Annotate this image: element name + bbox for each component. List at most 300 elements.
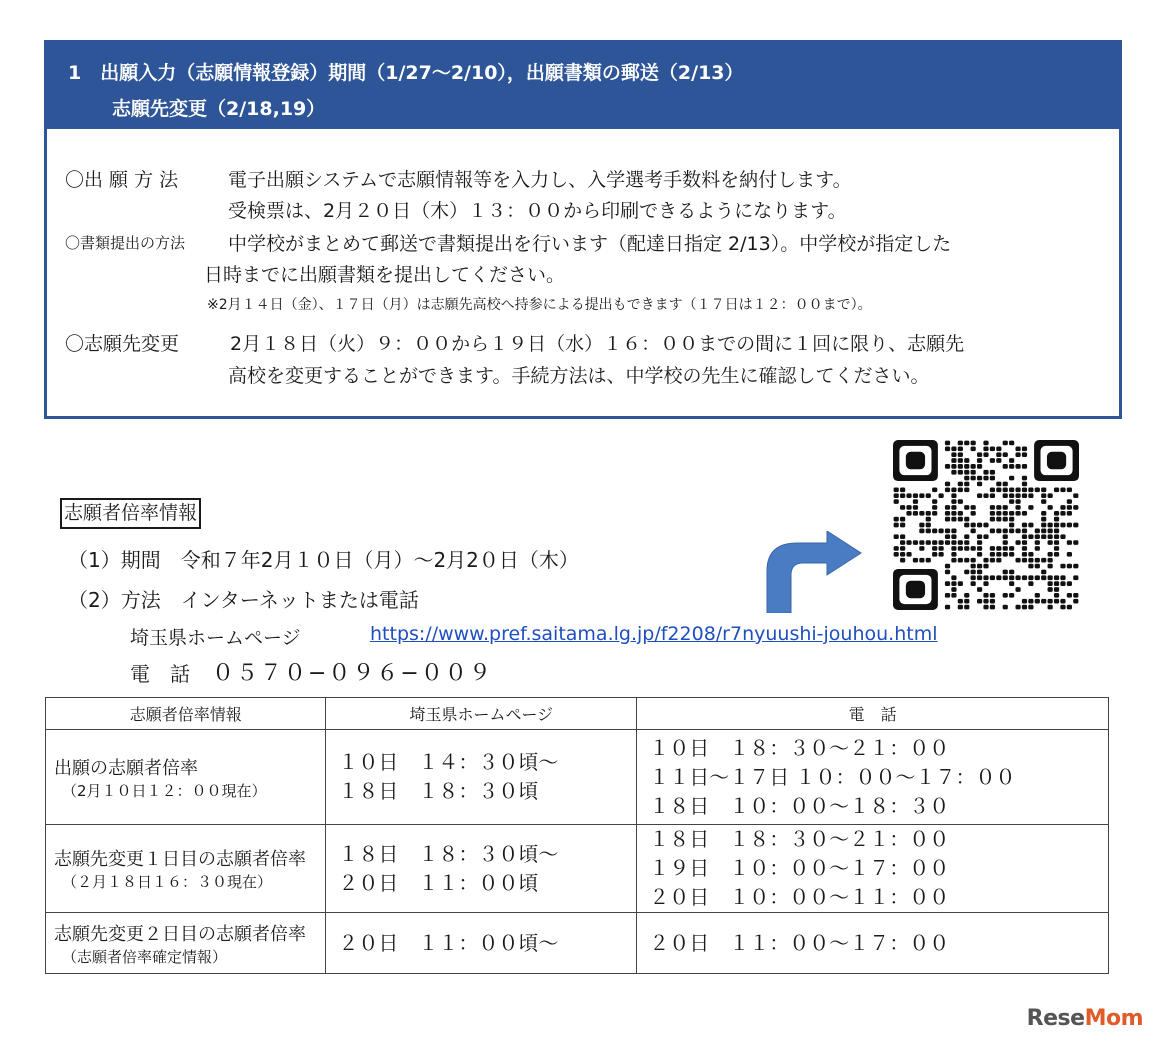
qr-module xyxy=(1060,605,1065,610)
qr-module xyxy=(900,558,905,563)
qr-module xyxy=(1015,575,1020,580)
qr-module xyxy=(1003,441,1008,446)
qr-module xyxy=(951,581,956,586)
qr-module xyxy=(977,464,982,469)
phone-time: １８日 １０：００～１８：３０ xyxy=(649,793,950,818)
qr-module xyxy=(1060,581,1065,586)
qr-module xyxy=(1009,552,1014,557)
qr-module xyxy=(964,464,969,469)
qr-module xyxy=(1022,487,1027,492)
qr-module xyxy=(1009,529,1014,534)
qr-module xyxy=(958,441,963,446)
qr-module xyxy=(1028,505,1033,510)
docs-text2: 日時までに出願書類を提出してください。 xyxy=(204,264,566,286)
qr-module xyxy=(958,446,963,451)
qr-module xyxy=(926,511,931,516)
qr-module xyxy=(958,605,963,610)
qr-module xyxy=(1073,505,1078,510)
qr-module xyxy=(938,493,943,498)
phone-time: １８日 １８：３０～２１：００ xyxy=(649,827,950,851)
docs-label: 〇書類提出の方法 xyxy=(65,234,186,252)
qr-module xyxy=(1067,552,1072,557)
qr-finder-pattern xyxy=(1047,452,1066,470)
table-row xyxy=(46,825,1109,913)
qr-module xyxy=(990,487,995,492)
qr-module xyxy=(964,534,969,539)
qr-module xyxy=(958,511,963,516)
qr-module xyxy=(1003,593,1008,598)
qr-module xyxy=(1009,499,1014,504)
row-label: 志願先変更２日目の志願者倍率 xyxy=(54,923,306,945)
qr-module xyxy=(1003,575,1008,580)
qr-module xyxy=(900,523,905,528)
qr-module xyxy=(1035,558,1040,563)
qr-module xyxy=(971,505,976,510)
qr-module xyxy=(1009,511,1014,516)
qr-module xyxy=(1003,482,1008,487)
qr-module xyxy=(1028,599,1033,604)
qr-module xyxy=(1067,564,1072,569)
qr-module xyxy=(1060,487,1065,492)
ratio-method: （2）方法 インターネットまたは電話 xyxy=(68,588,419,612)
qr-module xyxy=(990,605,995,610)
qr-module xyxy=(1035,575,1040,580)
qr-module xyxy=(913,511,918,516)
qr-module xyxy=(971,581,976,586)
qr-module xyxy=(951,487,956,492)
qr-module xyxy=(906,505,911,510)
qr-module xyxy=(932,529,937,534)
qr-module xyxy=(977,599,982,604)
qr-module xyxy=(990,599,995,604)
qr-module xyxy=(996,482,1001,487)
qr-module xyxy=(919,511,924,516)
qr-module xyxy=(983,476,988,481)
qr-module xyxy=(951,546,956,551)
qr-module xyxy=(964,546,969,551)
qr-module xyxy=(964,441,969,446)
qr-module xyxy=(1041,523,1046,528)
qr-module xyxy=(1022,575,1027,580)
qr-module xyxy=(900,552,905,557)
qr-module xyxy=(900,517,905,522)
qr-module xyxy=(983,605,988,610)
qr-module xyxy=(1015,493,1020,498)
logo-part-b: Mom xyxy=(1084,1006,1143,1031)
qr-module xyxy=(900,540,905,545)
qr-module xyxy=(932,505,937,510)
qr-module xyxy=(990,575,995,580)
qr-module xyxy=(1054,529,1059,534)
phone-cell xyxy=(637,730,1109,825)
qr-module xyxy=(1028,581,1033,586)
qr-module xyxy=(1067,581,1072,586)
qr-module xyxy=(1022,523,1027,528)
qr-module xyxy=(913,499,918,504)
phone-time: １９日 １０：００～１７：００ xyxy=(649,856,950,880)
qr-finder-pattern xyxy=(906,581,925,599)
qr-module xyxy=(1041,558,1046,563)
qr-module xyxy=(1048,493,1053,498)
qr-module xyxy=(964,517,969,522)
qr-module xyxy=(1073,599,1078,604)
qr-module xyxy=(990,552,995,557)
qr-module xyxy=(983,575,988,580)
qr-module xyxy=(894,552,899,557)
qr-module xyxy=(1054,517,1059,522)
qr-module xyxy=(951,505,956,510)
qr-module xyxy=(932,540,937,545)
qr-module xyxy=(1022,482,1027,487)
qr-module xyxy=(1015,499,1020,504)
qr-module xyxy=(951,458,956,463)
qr-module xyxy=(919,493,924,498)
qr-module xyxy=(1009,517,1014,522)
qr-module xyxy=(1028,523,1033,528)
qr-module xyxy=(990,511,995,516)
qr-module xyxy=(1015,464,1020,469)
qr-module xyxy=(983,593,988,598)
qr-module xyxy=(1054,552,1059,557)
qr-module xyxy=(990,493,995,498)
qr-module xyxy=(1009,581,1014,586)
qr-module xyxy=(945,570,950,575)
qr-module xyxy=(1060,505,1065,510)
qr-module xyxy=(1015,558,1020,563)
qr-module xyxy=(964,558,969,563)
qr-module xyxy=(1054,511,1059,516)
qr-module xyxy=(1022,493,1027,498)
qr-module xyxy=(1035,487,1040,492)
qr-module xyxy=(1060,599,1065,604)
qr-module xyxy=(1003,505,1008,510)
qr-module xyxy=(951,575,956,580)
qr-module xyxy=(945,529,950,534)
qr-module xyxy=(971,441,976,446)
row-sublabel: （2月１０日１２：００現在） xyxy=(62,781,267,800)
qr-module xyxy=(913,493,918,498)
qr-module xyxy=(1015,511,1020,516)
qr-module xyxy=(977,546,982,551)
qr-module xyxy=(964,540,969,545)
qr-module xyxy=(1073,575,1078,580)
qr-module xyxy=(1067,511,1072,516)
ratio-period: （1）期間 令和７年2月１０日（月）～2月2０日（木） xyxy=(68,548,579,572)
qr-module xyxy=(1022,605,1027,610)
qr-module xyxy=(1060,511,1065,516)
qr-module xyxy=(945,540,950,545)
qr-module xyxy=(983,452,988,457)
qr-module xyxy=(983,558,988,563)
qr-module xyxy=(1041,487,1046,492)
qr-module xyxy=(996,517,1001,522)
row-label-cell xyxy=(46,730,326,825)
qr-module xyxy=(1003,517,1008,522)
phone-time: ２０日 １０：００～１１：００ xyxy=(649,885,950,909)
qr-module xyxy=(894,523,899,528)
qr-module xyxy=(951,499,956,504)
qr-module xyxy=(906,552,911,557)
qr-module xyxy=(1048,587,1053,592)
logo-part-a: Rese xyxy=(1026,1006,1085,1031)
qr-module xyxy=(1041,534,1046,539)
docs-text1: 中学校がまとめて郵送で書類提出を行います（配達日指定 2/13）。中学校が指定した xyxy=(228,233,952,255)
qr-module xyxy=(1048,529,1053,534)
web-cell xyxy=(326,730,637,825)
qr-module xyxy=(938,552,943,557)
phone-cell xyxy=(637,825,1109,913)
table-row xyxy=(46,913,1109,974)
phone-time: １０日 １８：３０～２１：００ xyxy=(649,735,950,760)
phone-time: １１日～１７日 １０：００～１７：００ xyxy=(649,764,1016,789)
qr-module xyxy=(971,464,976,469)
qr-module xyxy=(951,470,956,475)
qr-module xyxy=(900,487,905,492)
qr-module xyxy=(1009,464,1014,469)
qr-module xyxy=(977,458,982,463)
qr-module xyxy=(996,487,1001,492)
qr-module xyxy=(951,558,956,563)
qr-module xyxy=(1009,593,1014,598)
qr-module xyxy=(945,446,950,451)
qr-module xyxy=(1048,523,1053,528)
qr-module xyxy=(919,523,924,528)
qr-module xyxy=(964,605,969,610)
qr-module xyxy=(1067,523,1072,528)
qr-module xyxy=(1015,452,1020,457)
qr-module xyxy=(1022,546,1027,551)
qr-module xyxy=(951,552,956,557)
qr-module xyxy=(964,458,969,463)
row-sublabel: （２月１８日１６：３０現在） xyxy=(62,873,273,891)
change-text2: 高校を変更することができます。手続方法は、中学校の先生に確認してください。 xyxy=(228,365,930,387)
qr-module xyxy=(919,546,924,551)
qr-module xyxy=(971,523,976,528)
homepage-label: 埼玉県ホームページ xyxy=(130,627,301,649)
qr-module xyxy=(1035,534,1040,539)
qr-module xyxy=(1003,570,1008,575)
qr-module xyxy=(1035,599,1040,604)
qr-module xyxy=(951,587,956,592)
qr-module xyxy=(1067,487,1072,492)
qr-module xyxy=(1054,599,1059,604)
table-header-row xyxy=(46,698,1109,730)
ratio-schedule-table xyxy=(45,697,1109,974)
qr-module xyxy=(983,446,988,451)
qr-module xyxy=(1009,458,1014,463)
web-time: ２０日 １１：００頃～ xyxy=(338,930,559,955)
qr-module xyxy=(958,470,963,475)
qr-module xyxy=(1054,587,1059,592)
qr-module xyxy=(1048,564,1053,569)
qr-module xyxy=(919,540,924,545)
qr-module xyxy=(1028,487,1033,492)
qr-module xyxy=(983,534,988,539)
qr-module xyxy=(977,523,982,528)
qr-module xyxy=(1060,575,1065,580)
qr-module xyxy=(958,458,963,463)
qr-module xyxy=(971,476,976,481)
qr-module xyxy=(1041,570,1046,575)
table-header: 電 話 xyxy=(637,698,1109,730)
method-text2: 受検票は、2月２０日（木）１３：００から印刷できるようになります。 xyxy=(228,200,847,222)
qr-module xyxy=(971,470,976,475)
qr-module xyxy=(1041,575,1046,580)
qr-module xyxy=(1028,605,1033,610)
resemom-logo xyxy=(1027,1006,1143,1031)
qr-module xyxy=(996,546,1001,551)
qr-module xyxy=(1041,493,1046,498)
qr-module xyxy=(1067,505,1072,510)
qr-module xyxy=(977,493,982,498)
qr-module xyxy=(1022,446,1027,451)
qr-module xyxy=(945,482,950,487)
qr-module xyxy=(971,570,976,575)
qr-module xyxy=(913,540,918,545)
qr-module xyxy=(945,605,950,610)
qr-module xyxy=(971,511,976,516)
qr-module xyxy=(1054,593,1059,598)
web-cell xyxy=(326,825,637,913)
curved-arrow-right-icon xyxy=(765,531,863,613)
qr-module xyxy=(1028,493,1033,498)
qr-module xyxy=(1035,564,1040,569)
homepage-link[interactable]: https://www.pref.saitama.lg.jp/f2208/r7nyuushi-jouhou.html xyxy=(370,623,938,645)
row-label: 志願先変更１日目の志願者倍率 xyxy=(54,849,306,870)
qr-module xyxy=(964,593,969,598)
qr-module xyxy=(971,546,976,551)
qr-module xyxy=(996,446,1001,451)
qr-module xyxy=(1048,505,1053,510)
qr-module xyxy=(977,482,982,487)
qr-module xyxy=(1015,540,1020,545)
web-cell xyxy=(326,913,637,974)
qr-module xyxy=(977,452,982,457)
qr-module xyxy=(1041,599,1046,604)
qr-module xyxy=(1048,575,1053,580)
qr-module xyxy=(983,493,988,498)
qr-module xyxy=(958,452,963,457)
qr-module xyxy=(938,529,943,534)
qr-module xyxy=(996,511,1001,516)
qr-module xyxy=(951,529,956,534)
qr-module xyxy=(983,441,988,446)
qr-module xyxy=(1048,605,1053,610)
qr-module xyxy=(964,523,969,528)
qr-module xyxy=(977,564,982,569)
row-sublabel: （志願者倍率確定情報） xyxy=(62,947,228,966)
qr-module xyxy=(1003,493,1008,498)
docs-note: ※2月１４日（金）、１７日（月）は志願先高校へ持参による提出もできます（１７日は１２：００まで）。 xyxy=(207,297,872,313)
qr-module xyxy=(926,529,931,534)
qr-module xyxy=(894,517,899,522)
web-time: １０日 １４：３０頃～ xyxy=(338,750,559,774)
qr-module xyxy=(900,493,905,498)
qr-module xyxy=(1022,540,1027,545)
qr-module xyxy=(1035,540,1040,545)
qr-module xyxy=(971,575,976,580)
qr-module xyxy=(983,523,988,528)
qr-module xyxy=(977,575,982,580)
qr-module xyxy=(951,446,956,451)
qr-module xyxy=(990,446,995,451)
qr-module xyxy=(1028,564,1033,569)
qr-module xyxy=(1015,587,1020,592)
qr-module xyxy=(1015,505,1020,510)
qr-module xyxy=(996,552,1001,557)
qr-module xyxy=(945,505,950,510)
qr-module xyxy=(964,470,969,475)
qr-module xyxy=(1003,487,1008,492)
qr-module xyxy=(1009,523,1014,528)
qr-module xyxy=(977,570,982,575)
qr-module xyxy=(894,534,899,539)
table-header: 志願者倍率情報 xyxy=(46,698,326,730)
qr-module xyxy=(951,540,956,545)
qr-module xyxy=(945,517,950,522)
qr-module xyxy=(932,552,937,557)
qr-module xyxy=(932,487,937,492)
qr-module xyxy=(1003,540,1008,545)
qr-module xyxy=(1060,523,1065,528)
qr-module xyxy=(1054,487,1059,492)
qr-module xyxy=(1073,564,1078,569)
qr-module xyxy=(1054,540,1059,545)
qr-module xyxy=(1041,511,1046,516)
qr-module xyxy=(990,546,995,551)
qr-module xyxy=(926,558,931,563)
qr-module xyxy=(1003,452,1008,457)
qr-module xyxy=(951,464,956,469)
qr-module xyxy=(1041,529,1046,534)
qr-module xyxy=(906,511,911,516)
qr-module xyxy=(1060,564,1065,569)
qr-module xyxy=(1003,605,1008,610)
qr-module xyxy=(913,505,918,510)
qr-module xyxy=(990,529,995,534)
qr-module xyxy=(1041,499,1046,504)
qr-module xyxy=(1067,593,1072,598)
qr-module xyxy=(1015,529,1020,534)
qr-module xyxy=(983,564,988,569)
qr-module xyxy=(971,564,976,569)
qr-module xyxy=(894,493,899,498)
qr-module xyxy=(1048,581,1053,586)
qr-module xyxy=(951,517,956,522)
qr-module xyxy=(906,540,911,545)
qr-module xyxy=(1009,546,1014,551)
qr-module xyxy=(996,575,1001,580)
qr-module xyxy=(958,464,963,469)
change-label: 〇志願先変更 xyxy=(65,333,180,355)
qr-module xyxy=(945,487,950,492)
qr-module xyxy=(1022,511,1027,516)
qr-module xyxy=(1015,487,1020,492)
section1-header xyxy=(44,40,1122,131)
qr-module xyxy=(958,546,963,551)
qr-module xyxy=(996,558,1001,563)
phone-time: ２０日 １１：００～１７：００ xyxy=(649,930,950,955)
qr-module xyxy=(1067,540,1072,545)
qr-module xyxy=(1022,599,1027,604)
qr-module xyxy=(932,511,937,516)
qr-module xyxy=(958,581,963,586)
qr-module xyxy=(1067,605,1072,610)
qr-module xyxy=(1060,534,1065,539)
qr-module xyxy=(1048,558,1053,563)
row-label: 出願の志願者倍率 xyxy=(54,757,198,779)
qr-code[interactable] xyxy=(893,440,1079,610)
